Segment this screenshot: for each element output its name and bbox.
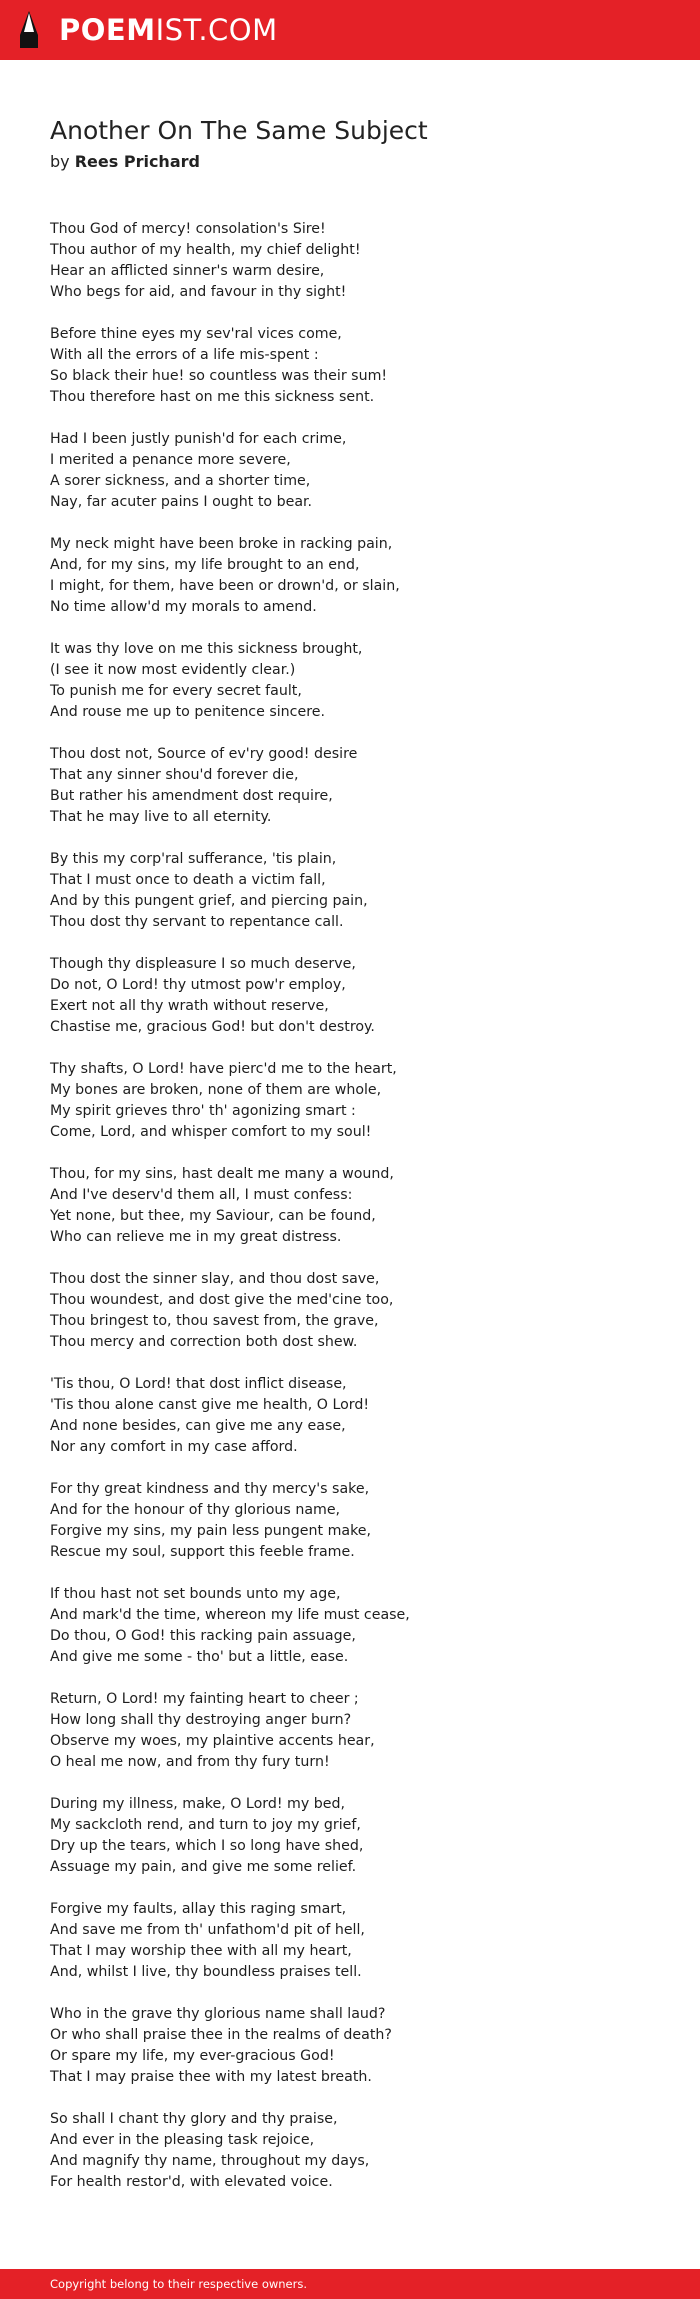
poem-line: Though thy displeasure I so much deserve, bbox=[50, 956, 356, 972]
poem-line: So shall I chant thy glory and thy praise, bbox=[50, 2111, 338, 2127]
stanza bbox=[50, 1164, 650, 1248]
poem-line: A sorer sickness, and a shorter time, bbox=[50, 473, 311, 489]
poem-line: That I must once to death a victim fall, bbox=[50, 872, 326, 888]
brand-strong: POEM bbox=[59, 13, 156, 47]
stanza bbox=[50, 2109, 650, 2193]
stanza bbox=[50, 744, 650, 828]
poem-line: If thou hast not set bounds unto my age, bbox=[50, 1586, 341, 1602]
stanza bbox=[50, 2004, 650, 2088]
poem-line: That any sinner shou'd forever die, bbox=[50, 767, 299, 783]
poem-line: Thou mercy and correction both dost shew. bbox=[50, 1334, 358, 1350]
poem-line: Who can relieve me in my great distress. bbox=[50, 1229, 342, 1245]
poem-line: Assuage my pain, and give me some relief. bbox=[50, 1859, 357, 1875]
copyright-text: Copyright belong to their respective owners. bbox=[50, 2277, 308, 2291]
poem-line: My sackcloth rend, and turn to joy my grief, bbox=[50, 1817, 361, 1833]
poem-line: Do not, O Lord! thy utmost pow'r employ, bbox=[50, 977, 346, 993]
stanza bbox=[50, 219, 650, 303]
pen-nib-icon[interactable] bbox=[17, 10, 41, 50]
poem-line: During my illness, make, O Lord! my bed, bbox=[50, 1796, 346, 1812]
poem-line: (I see it now most evidently clear.) bbox=[50, 662, 296, 678]
stanza bbox=[50, 639, 650, 723]
poem-line: Thou dost not, Source of ev'ry good! desire bbox=[50, 746, 358, 762]
poem-line: Had I been justly punish'd for each crime, bbox=[50, 431, 347, 447]
poem-line: And save me from th' unfathom'd pit of hell, bbox=[50, 1922, 365, 1938]
stanza bbox=[50, 954, 650, 1038]
footer-bar bbox=[0, 2269, 700, 2299]
poem-line: Who begs for aid, and favour in thy sight! bbox=[50, 284, 347, 300]
poem-line: I might, for them, have been or drown'd, or slain, bbox=[50, 578, 400, 594]
poem-line: And mark'd the time, whereon my life must cease, bbox=[50, 1607, 410, 1623]
poem-line: That I may praise thee with my latest breath. bbox=[50, 2069, 372, 2085]
stanza bbox=[50, 324, 650, 408]
stanza bbox=[50, 429, 650, 513]
stanza bbox=[50, 1689, 650, 1773]
poem-line: Nor any comfort in my case afford. bbox=[50, 1439, 298, 1455]
poem-line: 'Tis thou, O Lord! that dost inflict disease, bbox=[50, 1376, 347, 1392]
poem-line: Before thine eyes my sev'ral vices come, bbox=[50, 326, 342, 342]
poem-line: My neck might have been broke in racking pain, bbox=[50, 536, 393, 552]
stanza bbox=[50, 1269, 650, 1353]
poem-line: And, whilst I live, thy boundless praises tell. bbox=[50, 1964, 362, 1980]
poem-line: My bones are broken, none of them are whole, bbox=[50, 1082, 382, 1098]
poem-title: Another On The Same Subject bbox=[50, 116, 428, 145]
poem-line: Thou, for my sins, hast dealt me many a wound, bbox=[50, 1166, 394, 1182]
poem-line: And none besides, can give me any ease, bbox=[50, 1418, 346, 1434]
poem-line: Thou dost the sinner slay, and thou dost save, bbox=[50, 1271, 380, 1287]
poem-line: By this my corp'ral sufferance, 'tis plain, bbox=[50, 851, 337, 867]
poem-line: Forgive my sins, my pain less pungent make, bbox=[50, 1523, 372, 1539]
brand-light: IST.COM bbox=[155, 13, 278, 47]
poem-line: So black their hue! so countless was their sum! bbox=[50, 368, 388, 384]
poem-line: Chastise me, gracious God! but don't destroy. bbox=[50, 1019, 375, 1035]
stanza bbox=[50, 1584, 650, 1668]
poem-line: With all the errors of a life mis-spent : bbox=[50, 347, 319, 363]
poem-line: Return, O Lord! my fainting heart to cheer ; bbox=[50, 1691, 359, 1707]
poem-line: That I may worship thee with all my heart, bbox=[50, 1943, 352, 1959]
poem-line: For health restor'd, with elevated voice. bbox=[50, 2174, 333, 2190]
poem-line: My spirit grieves thro' th' agonizing smart : bbox=[50, 1103, 356, 1119]
poem-line: Who in the grave thy glorious name shall laud? bbox=[50, 2006, 386, 2022]
poem-line: Dry up the tears, which I so long have shed, bbox=[50, 1838, 364, 1854]
poem-line: Thy shafts, O Lord! have pierc'd me to the heart, bbox=[50, 1061, 397, 1077]
poem-line: Do thou, O God! this racking pain assuage, bbox=[50, 1628, 356, 1644]
poem-line: Thou author of my health, my chief delight! bbox=[50, 242, 361, 258]
poem-line: And give me some - tho' but a little, ease. bbox=[50, 1649, 349, 1665]
poem-line: Nay, far acuter pains I ought to bear. bbox=[50, 494, 313, 510]
top-bar bbox=[0, 0, 700, 60]
stanza bbox=[50, 1374, 650, 1458]
stanza bbox=[50, 1479, 650, 1563]
poem-line: Thou bringest to, thou savest from, the grave, bbox=[50, 1313, 379, 1329]
poem-line: Observe my woes, my plaintive accents hear, bbox=[50, 1733, 375, 1749]
by-label: by bbox=[50, 152, 70, 171]
poem-line: Exert not all thy wrath without reserve, bbox=[50, 998, 329, 1014]
stanza bbox=[50, 534, 650, 618]
stanza bbox=[50, 849, 650, 933]
poem-line: I merited a penance more severe, bbox=[50, 452, 291, 468]
poem-line: And by this pungent grief, and piercing pain, bbox=[50, 893, 368, 909]
poem-line: That he may live to all eternity. bbox=[50, 809, 272, 825]
poem-line: Or who shall praise thee in the realms of death? bbox=[50, 2027, 392, 2043]
byline bbox=[50, 151, 650, 173]
poem-line: And I've deserv'd them all, I must confess: bbox=[50, 1187, 353, 1203]
poem-line: Or spare my life, my ever-gracious God! bbox=[50, 2048, 335, 2064]
poem-line: No time allow'd my morals to amend. bbox=[50, 599, 317, 615]
poem-line: 'Tis thou alone canst give me health, O Lord! bbox=[50, 1397, 370, 1413]
poem-line: Thou therefore hast on me this sickness sent. bbox=[50, 389, 375, 405]
poem-line: Come, Lord, and whisper comfort to my soul! bbox=[50, 1124, 372, 1140]
poem-line: How long shall thy destroying anger burn? bbox=[50, 1712, 352, 1728]
poem-line: But rather his amendment dost require, bbox=[50, 788, 333, 804]
poem-line: O heal me now, and from thy fury turn! bbox=[50, 1754, 330, 1770]
stanza bbox=[50, 1794, 650, 1878]
stanza bbox=[50, 1059, 650, 1143]
poem-line: Thou woundest, and dost give the med'cine too, bbox=[50, 1292, 394, 1308]
poem-line: To punish me for every secret fault, bbox=[50, 683, 302, 699]
author-name[interactable]: Rees Prichard bbox=[74, 152, 200, 171]
poem-line: And for the honour of thy glorious name, bbox=[50, 1502, 341, 1518]
poem-line: Rescue my soul, support this feeble frame. bbox=[50, 1544, 355, 1560]
poem-body bbox=[50, 219, 650, 2193]
poem-line: It was thy love on me this sickness brought, bbox=[50, 641, 363, 657]
poem-line: And magnify thy name, throughout my days, bbox=[50, 2153, 370, 2169]
poem-line: Hear an afflicted sinner's warm desire, bbox=[50, 263, 325, 279]
poem-line: Thou dost thy servant to repentance call. bbox=[50, 914, 344, 930]
poem-line: And rouse me up to penitence sincere. bbox=[50, 704, 325, 720]
site-logo-text[interactable] bbox=[59, 0, 278, 60]
poem-line: And, for my sins, my life brought to an end, bbox=[50, 557, 360, 573]
poem-line: And ever in the pleasing task rejoice, bbox=[50, 2132, 315, 2148]
poem-line: Thou God of mercy! consolation's Sire! bbox=[50, 221, 326, 237]
poem-line: Forgive my faults, allay this raging smart, bbox=[50, 1901, 347, 1917]
poem-content bbox=[50, 114, 650, 2214]
poem-line: For thy great kindness and thy mercy's sake, bbox=[50, 1481, 370, 1497]
stanza bbox=[50, 1899, 650, 1983]
poem-line: Yet none, but thee, my Saviour, can be found, bbox=[50, 1208, 376, 1224]
